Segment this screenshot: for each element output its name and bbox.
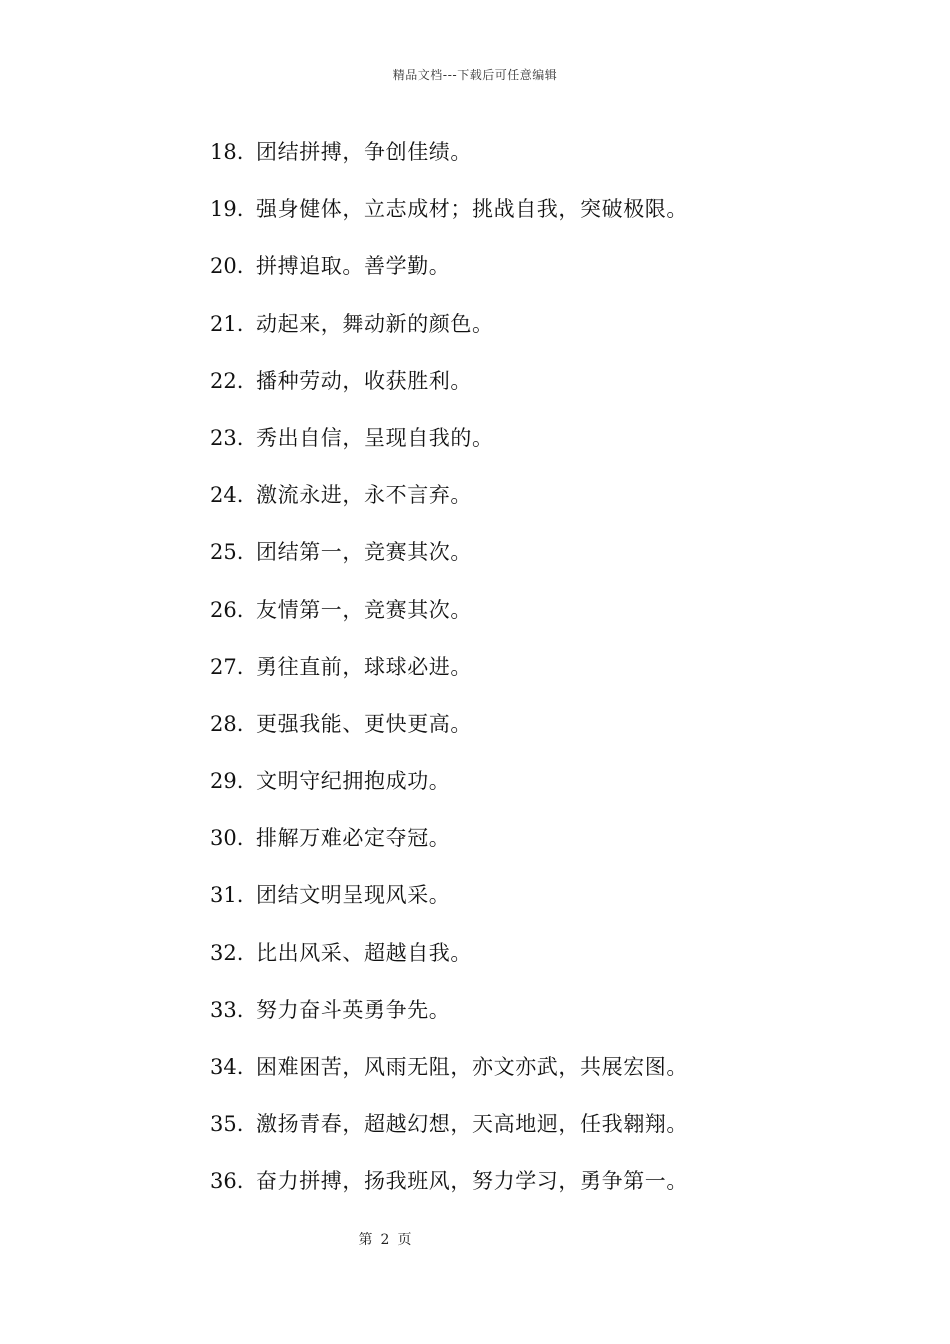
- list-item: [210, 534, 830, 591]
- list-item: [210, 1163, 830, 1220]
- item-number: 30.: [210, 826, 244, 851]
- item-number: 20.: [210, 254, 244, 279]
- item-text: 奋力拼搏，扬我班风，努力学习，勇争第一。: [256, 1169, 688, 1194]
- item-text: 拼搏追取。善学勤。: [256, 254, 451, 279]
- item-number: 35.: [210, 1112, 244, 1137]
- page-number-suffix: 页: [397, 1232, 412, 1248]
- item-text: 团结第一，竞赛其次。: [256, 540, 472, 565]
- page-number: 2: [380, 1232, 390, 1248]
- list-item: [210, 191, 830, 248]
- item-number: 22.: [210, 368, 244, 393]
- item-number: 33.: [210, 997, 244, 1022]
- list-item: [210, 592, 830, 649]
- item-text: 激扬青春，超越幻想，天高地迥，任我翱翔。: [256, 1112, 688, 1137]
- list-item: [210, 1106, 830, 1163]
- item-number: 18.: [210, 140, 244, 164]
- page-number-prefix: 第: [358, 1232, 373, 1248]
- item-text: 激流永进，永不言弃。: [256, 483, 472, 508]
- item-number: 29.: [210, 769, 244, 794]
- list-item: [210, 248, 830, 305]
- item-text: 友情第一，竞赛其次。: [256, 597, 472, 622]
- item-number: 27.: [210, 654, 244, 679]
- item-number: 24.: [210, 483, 244, 508]
- list-item: [210, 877, 830, 934]
- slogan-list: [210, 134, 830, 1221]
- item-text: 努力奋斗英勇争先。: [256, 997, 451, 1022]
- list-item: [210, 992, 830, 1049]
- list-item: [210, 477, 830, 534]
- item-text: 播种劳动，收获胜利。: [256, 368, 472, 393]
- item-number: 23.: [210, 425, 244, 450]
- item-text: 秀出自信，呈现自我的。: [256, 425, 494, 450]
- item-number: 25.: [210, 540, 244, 565]
- item-text: 文明守纪拥抱成功。: [256, 769, 451, 794]
- list-item: [210, 649, 830, 706]
- item-text: 比出风采、超越自我。: [256, 940, 472, 965]
- item-number: 32.: [210, 940, 244, 965]
- item-number: 26.: [210, 597, 244, 622]
- item-text: 动起来，舞动新的颜色。: [256, 311, 494, 336]
- item-number: 34.: [210, 1055, 244, 1079]
- list-item: [210, 1049, 830, 1106]
- item-number: 19.: [210, 197, 244, 222]
- item-text: 排解万难必定夺冠。: [256, 826, 451, 851]
- list-item: [210, 820, 830, 877]
- item-text: 更强我能、更快更高。: [256, 711, 472, 736]
- item-text: 困难困苦，风雨无阻，亦文亦武，共展宏图。: [256, 1055, 688, 1079]
- list-item: [210, 763, 830, 820]
- item-text: 团结文明呈现风采。: [256, 883, 451, 908]
- list-item: [210, 420, 830, 477]
- list-item: [210, 363, 830, 420]
- page-header: 精品文档---下载后可任意编辑: [392, 68, 558, 82]
- list-item: [210, 935, 830, 992]
- item-text: 勇往直前，球球必进。: [256, 654, 472, 679]
- item-number: 21.: [210, 311, 244, 336]
- item-number: 31.: [210, 883, 244, 908]
- list-item: [210, 306, 830, 363]
- item-number: 28.: [210, 711, 244, 736]
- page-footer: [0, 1229, 770, 1249]
- item-number: 36.: [210, 1169, 244, 1194]
- item-text: 强身健体，立志成材；挑战自我，突破极限。: [256, 197, 688, 222]
- list-item: [210, 134, 830, 191]
- item-text: 团结拼搏，争创佳绩。: [256, 140, 472, 164]
- list-item: [210, 706, 830, 763]
